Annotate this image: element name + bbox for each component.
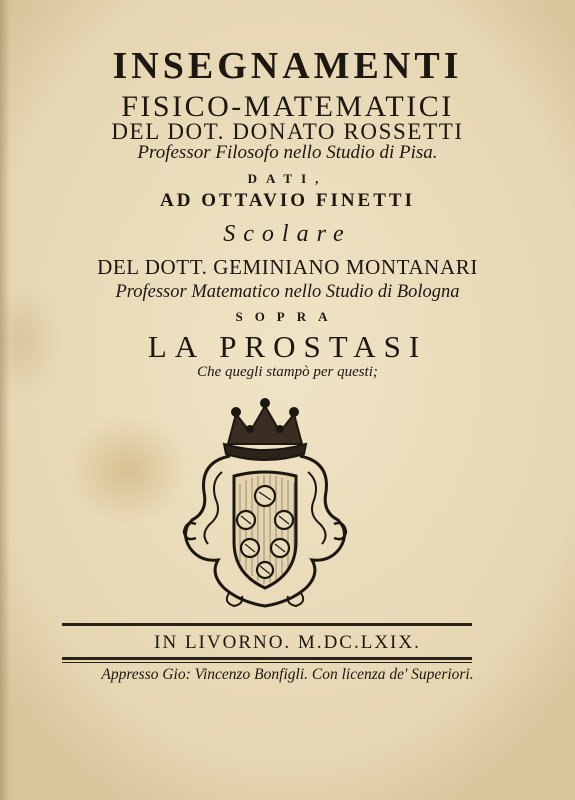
crowned-coat-of-arms-icon (170, 392, 360, 612)
title-line-1: INSEGNAMENTI (112, 45, 463, 87)
author-role-line: Professor Filosofo nello Studio di Pisa. (137, 142, 438, 163)
subject-note-line: Che quegli stampò per questi; (197, 364, 378, 380)
sopra-line: SOPRA (235, 309, 340, 324)
recipient-line: AD OTTAVIO FINETTI (160, 190, 415, 211)
dati-line: DATI, (247, 171, 328, 186)
imprint-printer: Appresso Gio: Vincenzo Bonfigli. Con licenza de' Superiori. (101, 666, 474, 683)
imprint-place-date: IN LIVORNO. M.DC.LXIX. (154, 632, 421, 653)
subject-line: LA PROSTASI (147, 329, 428, 364)
scolare-line: Scolare (223, 221, 352, 247)
title-line-2: FISICO-MATEMATICI (121, 90, 454, 123)
rule-middle-thin (62, 662, 472, 663)
author-line: DEL DOT. DONATO ROSSETTI (111, 119, 464, 144)
teacher-role-line: Professor Matematico nello Studio di Bologna (115, 282, 460, 302)
teacher-line: DEL DOTT. GEMINIANO MONTANARI (97, 255, 478, 279)
rule-middle (62, 657, 472, 660)
rule-top (62, 623, 472, 626)
